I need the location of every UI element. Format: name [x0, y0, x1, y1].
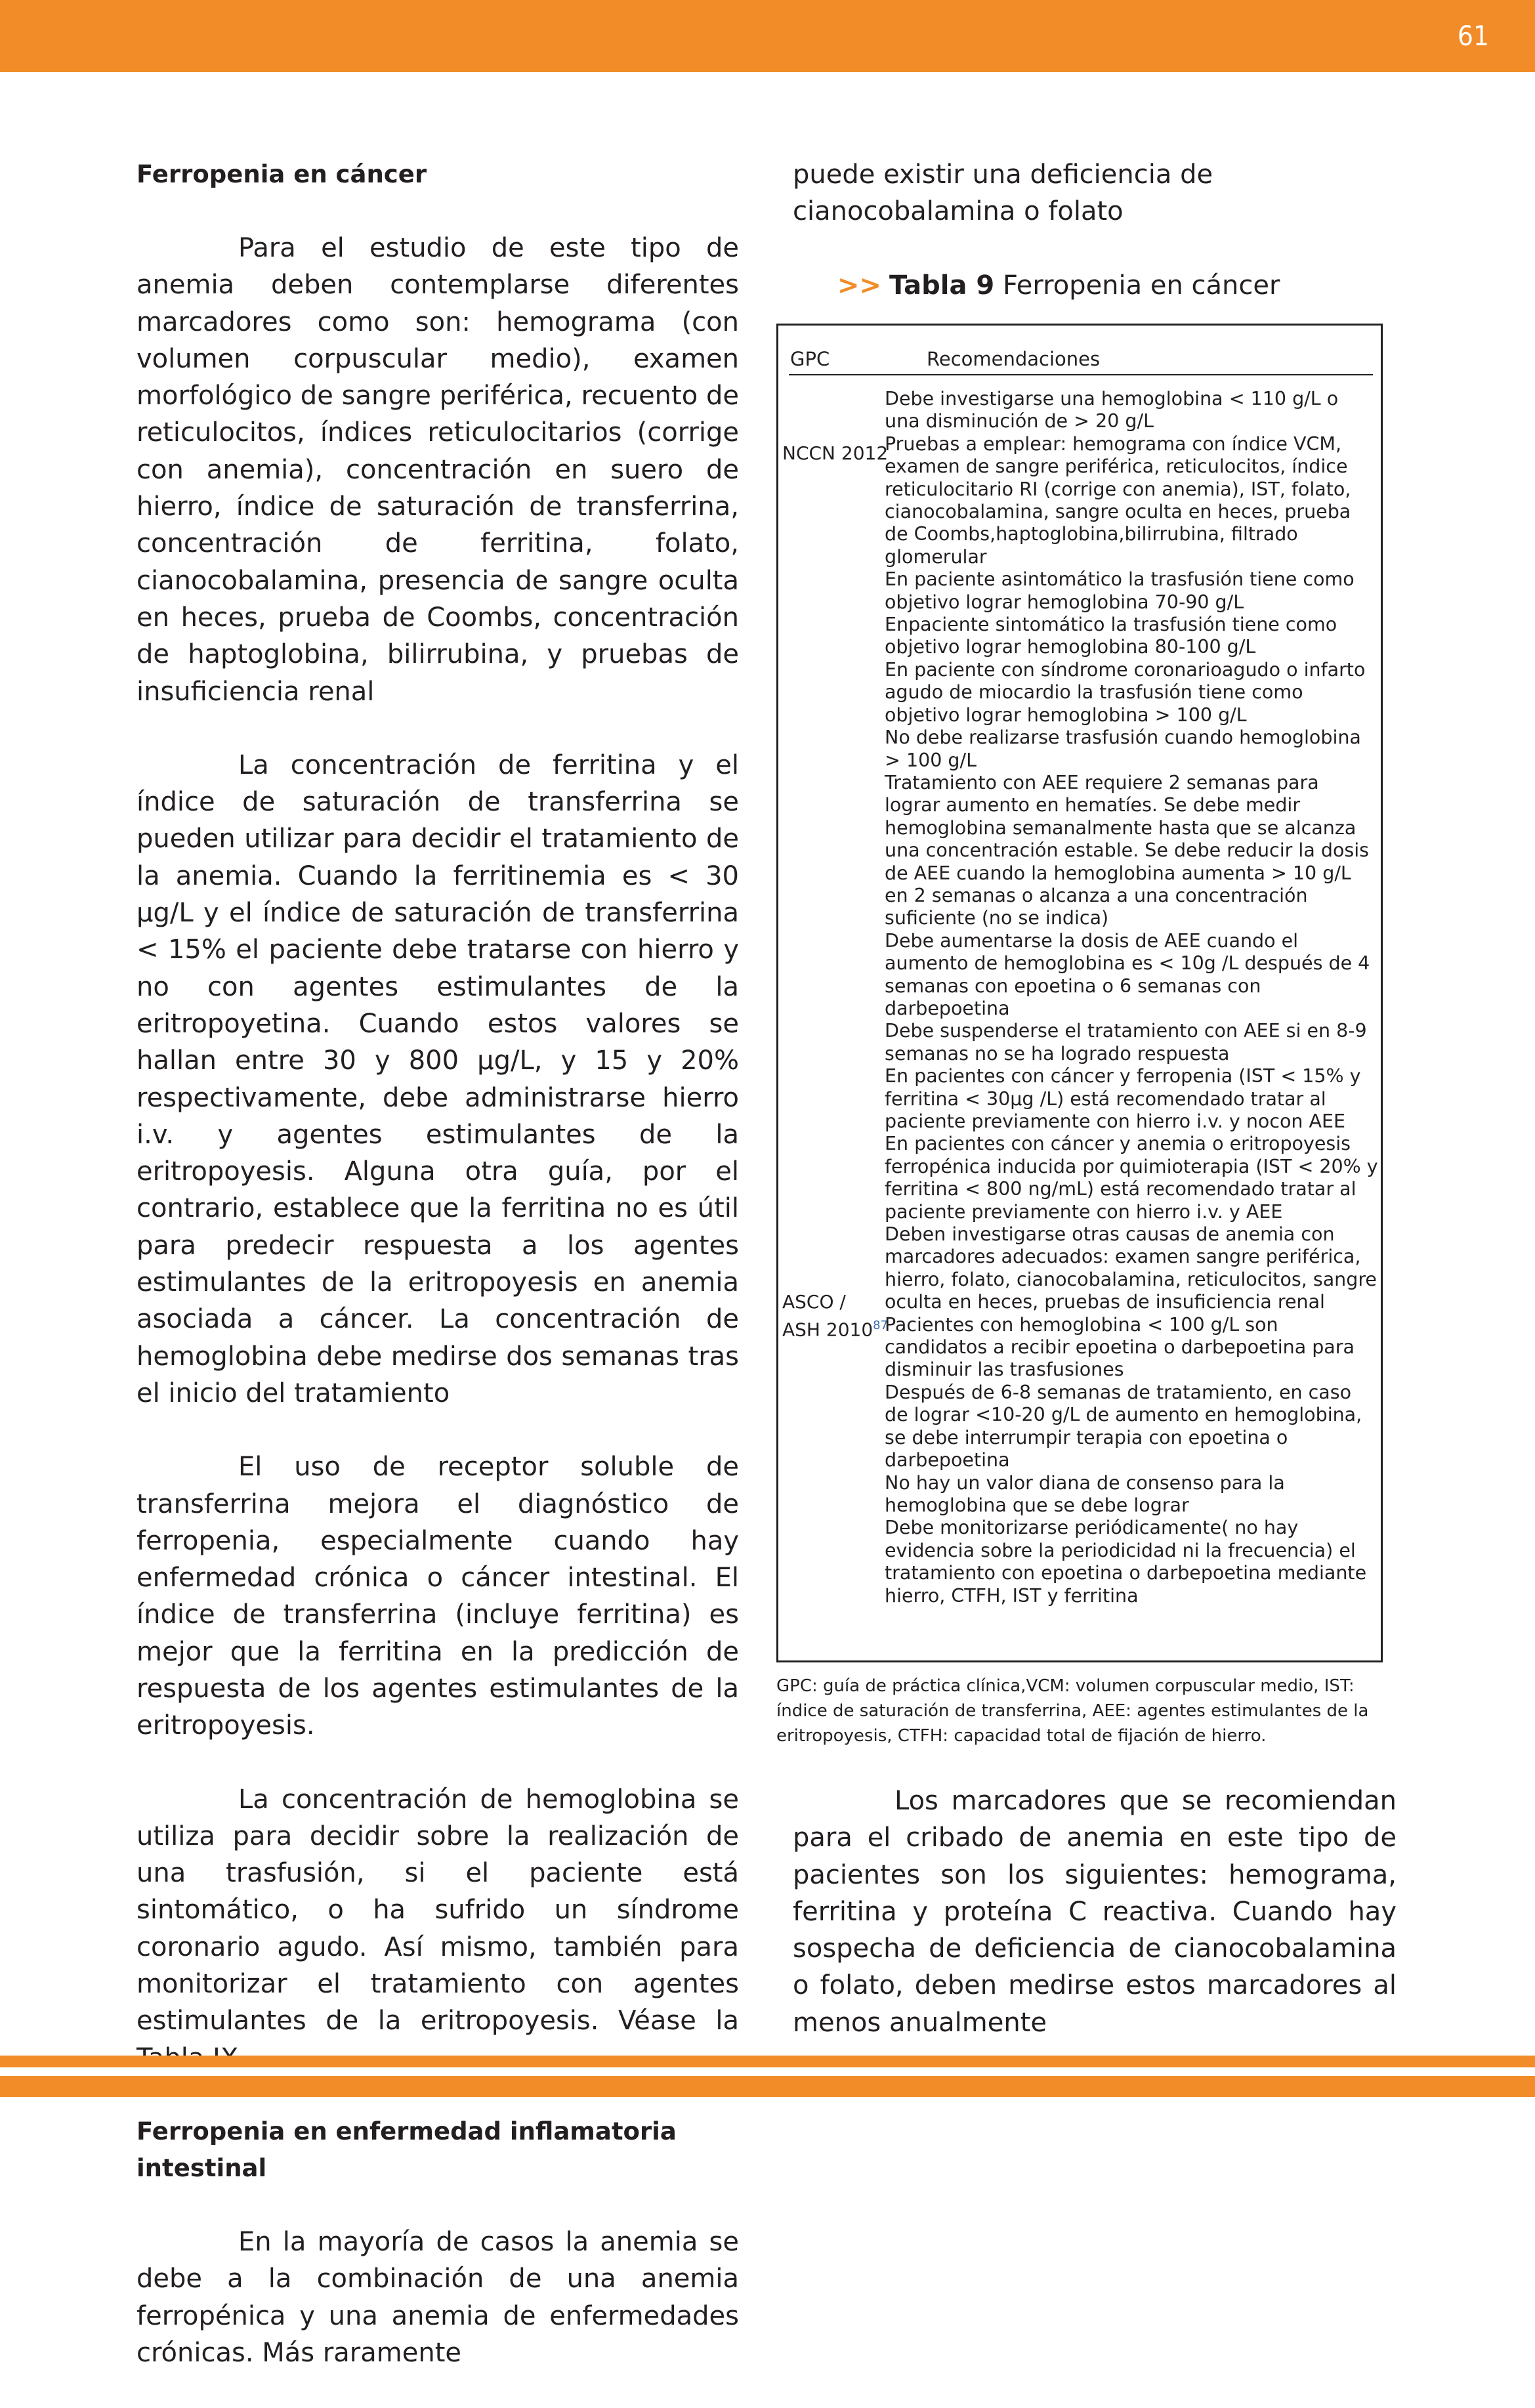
page-number: 61	[1457, 20, 1489, 52]
table-caption	[837, 267, 1397, 304]
recommendation-item: Deben investigarse otras causas de anemia con marcadores adecuados: examen sangre periférica, hierro, folato, cianocobalamina, reticulocitos, sangre oculta en heces, pruebas de insuficiencia renal	[885, 1223, 1377, 1313]
recommendation-item: No hay un valor diana de consenso para la hemoglobina que se debe lograr	[885, 1471, 1285, 1516]
gpc-asco-ash	[782, 1290, 888, 1341]
recommendation-item: En pacientes con cáncer y ferropenia (IST < 15% y ferritina < 30µg /L) está recomendado tratar al paciente previamente con hierro i.v. y nocon AEE	[885, 1065, 1361, 1132]
paragraph: La concentración de hemoglobina se utiliza para decidir sobre la realización de una trasfusión, si el paciente está sintomático, o ha sufrido un síndrome coronario agudo. Así mismo, también para monitorizar el tratamiento con agentes estimulantes de la eritropoyesis. Véase la	[137, 1784, 739, 2037]
recommendation-item: No debe realizarse trasfusión cuando hemoglobina > 100 g/L	[885, 727, 1361, 771]
table-label: Tabla 9	[889, 270, 995, 301]
paragraph: En la mayoría de casos la anemia se debe a la combinación de una anemia ferropénica y una anemia de enfermedades crónicas. Más raramente	[137, 2226, 739, 2368]
recommendation-item: En paciente asintomático la trasfusión tiene como objetivo lograr hemoglobina 70-90 g/L	[885, 568, 1355, 613]
paragraph: Para el estudio de este tipo de anemia deben contemplarse diferentes marcadores como son: hemograma (con volumen corpuscular medio), examen morfológico de sangre periférica, recuento de reticulocitos, índices reticulocitarios (corrige con anemia), concentración en suero de hierro, índice de saturación de transferrina, concentración de ferritina, folato, cianocobalamina, presencia de sangre oculta en heces, prueba de Coombs, concentración de haptoglobina, bilirrubina, y pruebas de insuficiencia renal	[137, 233, 739, 707]
right-column	[793, 156, 1397, 325]
recommendation-item: Pruebas a emplear: hemograma con índice VCM, examen de sangre periférica, reticulocitos, índice reticulocitario RI (corrige con anemia), IST, folato, cianocobalamina, sangre oculta en heces, prueba de Coombs,haptoglobina,bilirrubina, filtrado glomerular	[885, 433, 1351, 568]
recommendation-item: Debe aumentarse la dosis de AEE cuando el aumento de hemoglobina es < 10g /L después de 4 semanas con epoetina o 6 semanas con darbepoetina	[885, 929, 1370, 1019]
recommendations-list	[885, 388, 1378, 1607]
table-header-divider	[789, 374, 1373, 375]
table-header-gpc: GPC	[790, 348, 830, 370]
top-banner	[0, 0, 1535, 72]
recommendation-item: En paciente con síndrome coronarioagudo o infarto agudo de miocardio la trasfusión tiene como objetivo lograr hemoglobina > 100 g/L	[885, 658, 1366, 726]
left-column	[137, 156, 739, 2408]
paragraph: La concentración de ferritina y el índice de saturación de transferrina se pueden utilizar para decidir el tratamiento de la anemia. Cuando la ferritinemia es < 30 µg/L y el índice de saturación de transferrina < 15% el paciente debe tratarse con hierro y no con agentes estimulantes de la eritropoyetina. Cuando estos valores se hallan entre 30 y 800 µg/L, y 15 y 20% respectivamente, debe administrarse hierro i.v. y agentes estimulantes de la eritropoyesis. Alguna otra guía, por el contrario, establece que la ferritina no es útil para predecir respuesta a los agentes estimulantes de la eritropoyesis en anemia asociada a cáncer. La concentración de hemoglobina debe medirse dos semanas tras el inicio del tratamiento	[137, 750, 739, 1408]
recommendation-item: Debe investigarse una hemoglobina < 110 g/L o una disminución de > 20 g/L	[885, 388, 1339, 433]
recommendation-item: En pacientes con cáncer y anemia o eritropoyesis ferropénica inducida por quimioterapia (IST < 20% y ferritina < 800 ng/mL) está recomendado tratar al paciente previamente con hierro i.v. y AEE	[885, 1133, 1378, 1223]
reference-number: 87	[873, 1319, 889, 1332]
paragraph-continuation: puede existir una deficiencia de cianocobalamina o folato	[793, 159, 1213, 227]
bottom-stripe	[0, 2056, 1535, 2067]
gpc-asco-line: ASCO /	[782, 1291, 846, 1313]
table-header-recommendations: Recomendaciones	[927, 348, 1101, 370]
recommendation-item: Debe suspenderse el tratamiento con AEE si en 8-9 semanas no se ha logrado respuesta	[885, 1020, 1367, 1065]
recommendation-item: Tratamiento con AEE requiere 2 semanas para lograr aumento en hematíes. Se debe medir hemoglobina semanalmente hasta que se alcanza una concentración estable. Se debe reducir la dosis de AEE cuando la hemoglobina aumenta > 10 g/L en 2 semanas o alcanza a una concentración suficiente (no se indica)	[885, 771, 1369, 929]
recommendation-item: Después de 6-8 semanas de tratamiento, en caso de lograr <10-20 g/L de aumento en hemoglobina, se debe interrumpir terapia con epoetina o darbepoetina	[885, 1381, 1362, 1471]
section-heading-ibd: Ferropenia en enfermedad inflamatoria intestinal	[137, 2117, 677, 2182]
paragraph: Los marcadores que se recomiendan para el cribado de anemia en este tipo de pacientes son los siguientes: hemograma, ferritina y proteína C reactiva. Cuando hay sospecha de deficiencia de cianocobalamina o folato, deben medirse estos marcadores al menos anualmente	[793, 1786, 1397, 2038]
table-footnote: GPC: guía de práctica clínica,VCM: volumen corpuscular medio, IST: índice de saturación de transferrina, AEE: agentes estimulantes de la eritropoyesis, CTFH: capacidad total de fijación de hierro.	[776, 1676, 1369, 1746]
right-column-lower	[793, 1783, 1397, 2078]
gpc-nccn: NCCN 2012	[782, 442, 889, 464]
gpc-ash-line: ASH 2010	[782, 1319, 873, 1341]
paragraph: El uso de receptor soluble de transferrina mejora el diagnóstico de ferropenia, especialmente cuando hay enfermedad crónica o cáncer intestinal. El índice de transferrina (incluye ferritina) es mejor que la ferritina en la predicción de respuesta de los agentes estimulantes de la eritropoyesis.	[137, 1452, 739, 1741]
recommendation-item: Debe monitorizarse periódicamente( no hay evidencia sobre la periodicidad ni la frecuencia) el tratamiento con epoetina o darbepoetina mediante hierro, CTFH, IST y ferritina	[885, 1517, 1367, 1607]
table-title: Ferropenia en cáncer	[1002, 270, 1280, 301]
recommendation-item: Pacientes con hemoglobina < 100 g/L son candidatos a recibir epoetina o darbepoetina para disminuir las trasfusiones	[885, 1313, 1355, 1381]
double-arrow-icon: >>	[837, 270, 882, 301]
section-heading-cancer: Ferropenia en cáncer	[137, 160, 427, 188]
bottom-banner	[0, 2076, 1535, 2097]
recommendations-table	[776, 324, 1383, 1662]
recommendation-item: Enpaciente sintomático la trasfusión tiene como objetivo lograr hemoglobina 80-100 g/L	[885, 614, 1337, 658]
